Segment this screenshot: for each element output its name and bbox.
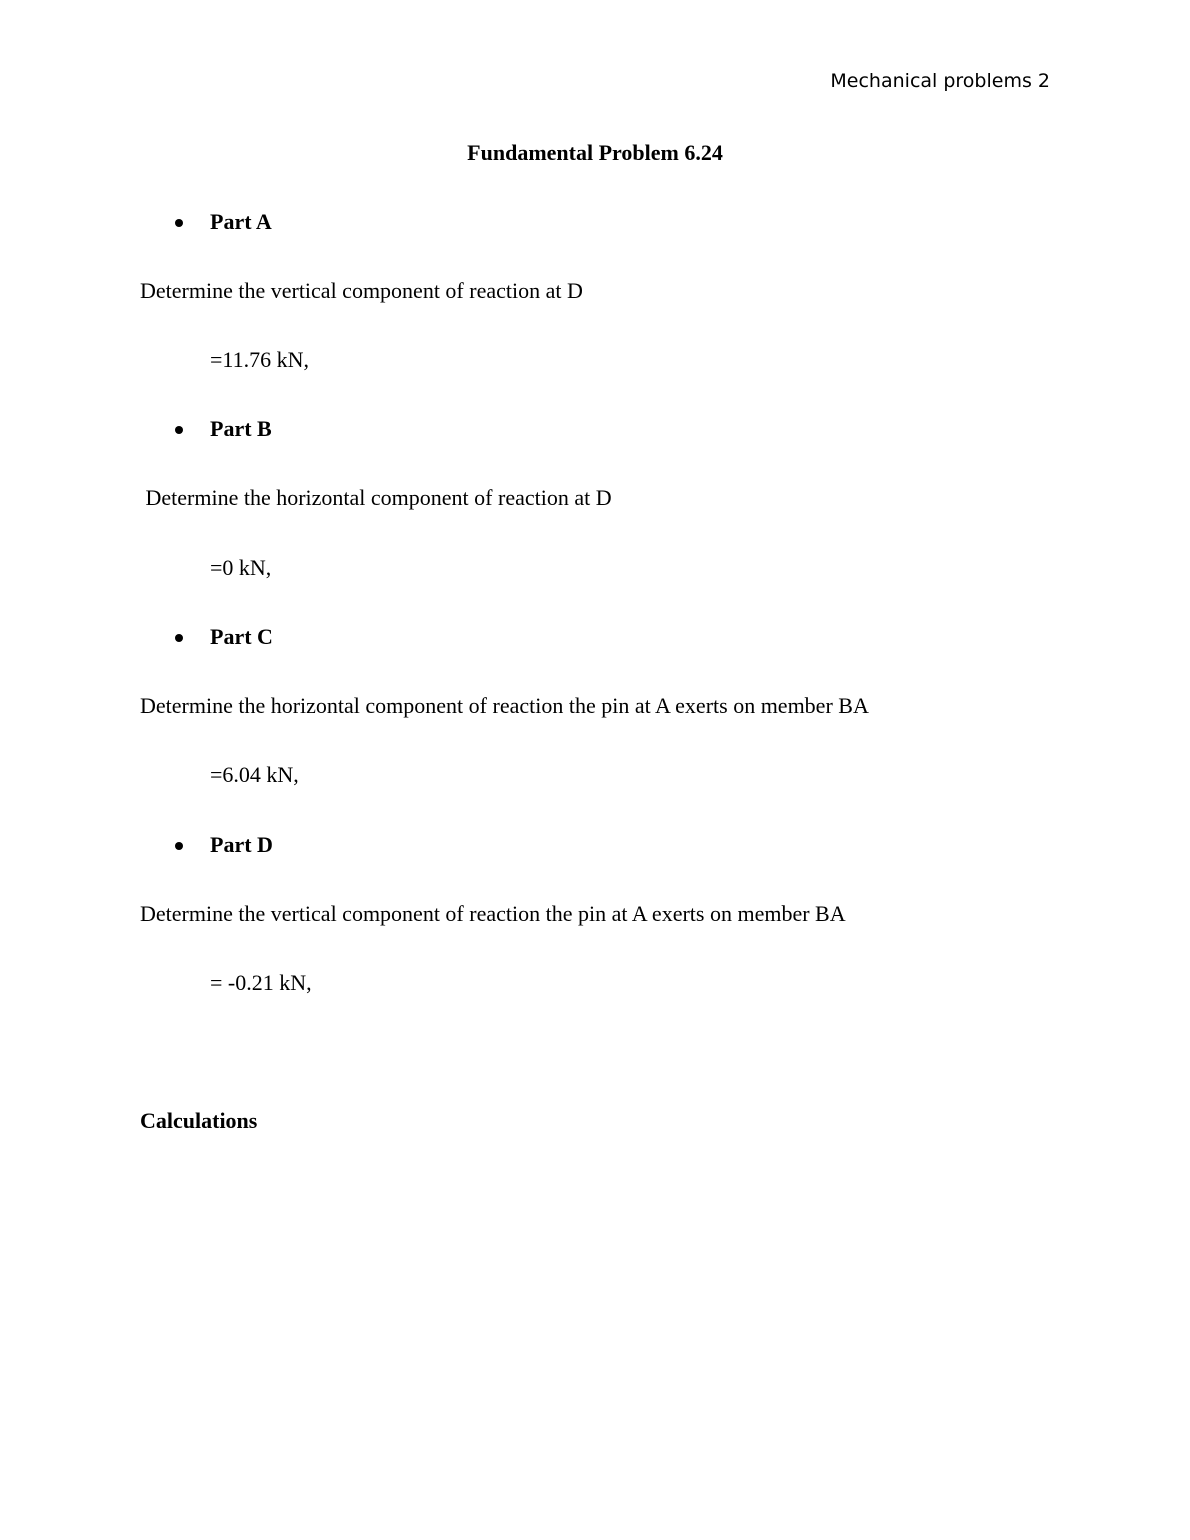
part-c-question: Determine the horizontal component of reaction the pin at A exerts on member BA: [140, 693, 869, 718]
page-title: Fundamental Problem 6.24: [467, 140, 723, 165]
part-d-answer: = -0.21 kN,: [210, 970, 312, 995]
part-d-question: Determine the vertical component of reaction the pin at A exerts on member BA: [140, 901, 846, 926]
part-a-answer: =11.76 kN,: [210, 347, 309, 372]
bullet-icon: [175, 426, 183, 434]
calculations-heading: Calculations: [140, 1108, 258, 1133]
bullet-icon: [175, 842, 183, 850]
part-b-question: Determine the horizontal component of reaction at D: [140, 485, 612, 510]
part-a-question: Determine the vertical component of reaction at D: [140, 278, 583, 303]
part-c-label: Part C: [210, 624, 273, 649]
part-b-label: Part B: [210, 416, 272, 441]
bullet-icon: [175, 219, 183, 227]
page-header: Mechanical problems 2: [830, 70, 1050, 92]
bullet-icon: [175, 634, 183, 642]
part-d-label: Part D: [210, 832, 273, 857]
part-c-answer: =6.04 kN,: [210, 762, 299, 787]
part-a-label: Part A: [210, 209, 272, 234]
part-b-answer: =0 kN,: [210, 555, 272, 580]
